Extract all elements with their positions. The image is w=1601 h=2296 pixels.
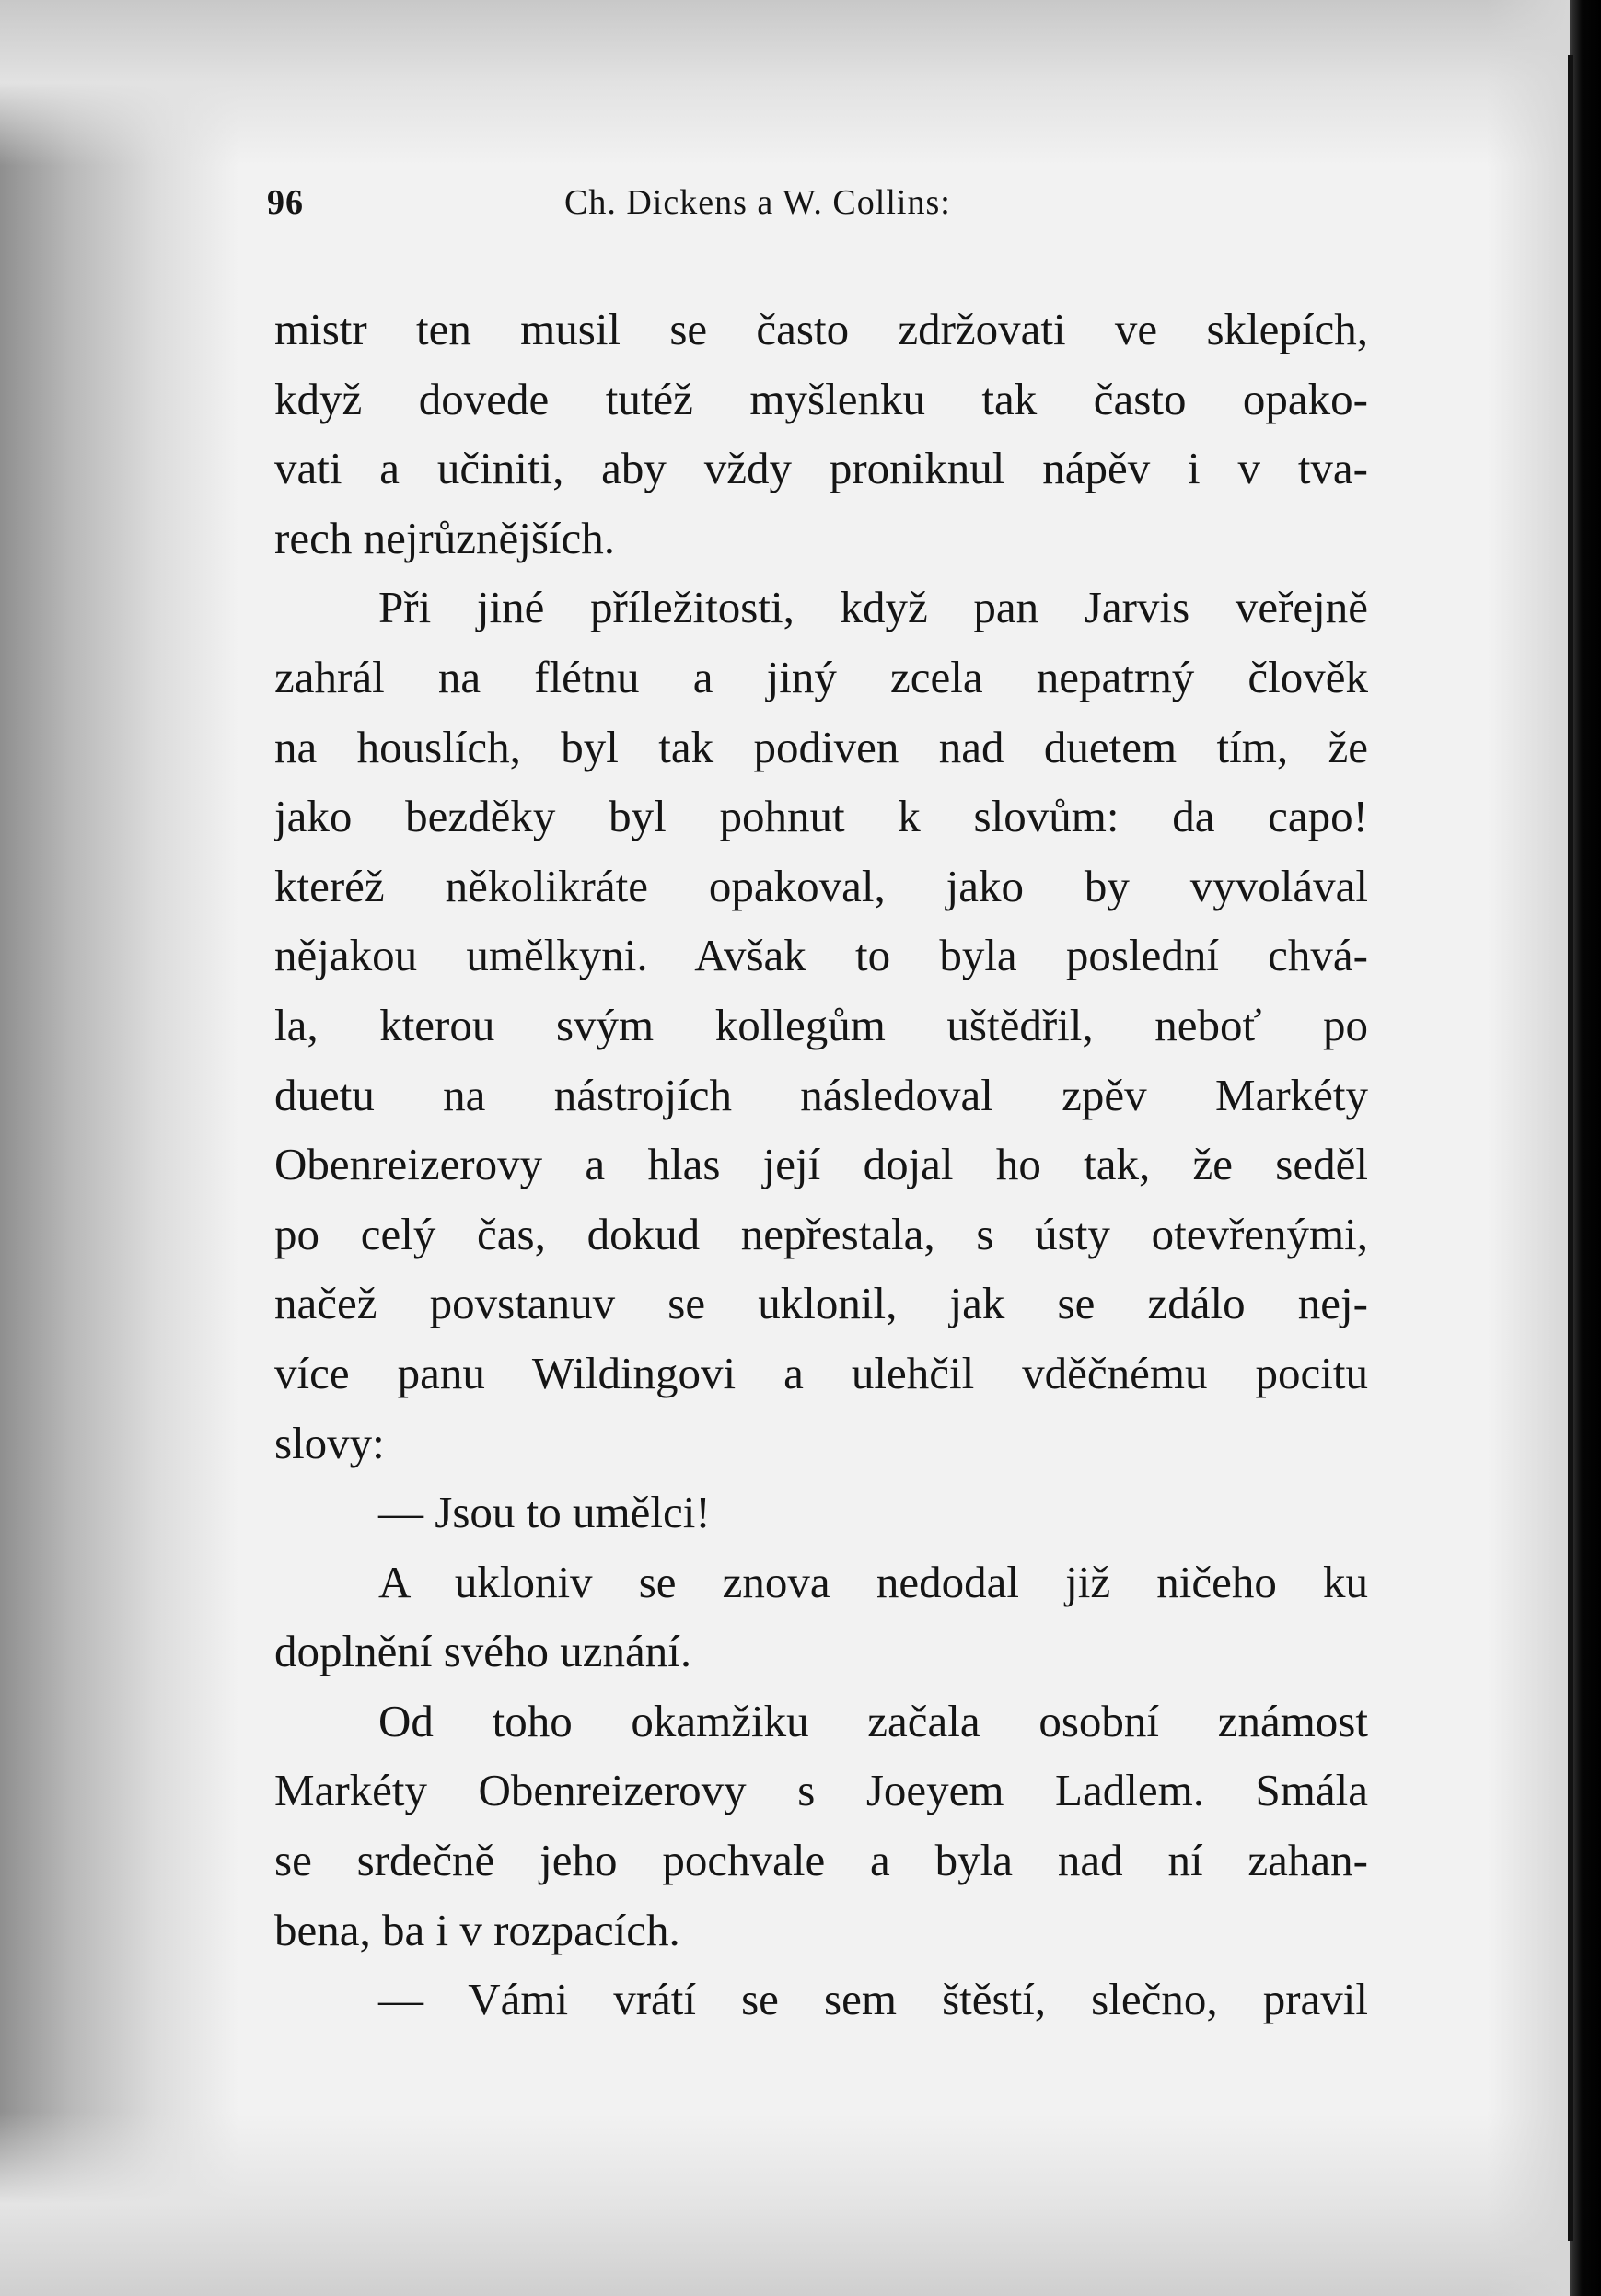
scan-shadow-bottom: [0, 2112, 1601, 2296]
page-header: [267, 182, 1372, 238]
text-line: po celý čas, dokud nepřestala, s ústy otevřenými,: [274, 1208, 1368, 1259]
text-line: na houslích, byl tak podiven nad duetem tím, že: [274, 721, 1368, 772]
text-line: Při jiné příležitosti, když pan Jarvis veřejně: [378, 582, 1368, 633]
text-line: nějakou umělkyni. Avšak to byla poslední chvá-: [274, 930, 1368, 981]
text-line: rech nejrůznějších.: [274, 512, 616, 563]
text-line: kteréž několikráte opakoval, jako by vyvolával: [274, 860, 1368, 911]
binding-shadow-line: [1568, 55, 1573, 2241]
text-line: Markéty Obenreizerovy s Joeyem Ladlem. Smála: [274, 1765, 1368, 1816]
text-line: vati a učiniti, aby vždy proniknul nápěv i v tva-: [274, 443, 1368, 494]
text-line: slovy:: [274, 1417, 385, 1468]
text-line: zahrál na flétnu a jiný zcela nepatrný člověk: [274, 651, 1368, 702]
text-line: když dovede tutéž myšlenku tak často opako-: [274, 373, 1368, 424]
scan-shadow-right: [1487, 0, 1570, 2296]
text-line: la, kterou svým kollegům uštědřil, neboť po: [274, 999, 1368, 1050]
scan-shadow-top: [0, 0, 1601, 166]
running-head: Ch. Dickens a W. Collins:: [564, 183, 951, 222]
scan-shadow-left: [0, 0, 239, 2296]
text-line: — Vámi vrátí se sem štěstí, slečno, pravil: [378, 1974, 1368, 2025]
text-line: A ukloniv se znova nedodal již ničeho ku: [378, 1556, 1368, 1607]
text-line: se srdečně jeho pochvale a byla nad ní zahan-: [274, 1835, 1368, 1886]
text-line: duetu na nástrojích následoval zpěv Markéty: [274, 1069, 1368, 1120]
text-line: bena, ba i v rozpacích.: [274, 1904, 680, 1955]
book-binding-edge: [1570, 0, 1601, 2296]
body-text: [274, 295, 1368, 2035]
text-line: načež povstanuv se uklonil, jak se zdálo nej-: [274, 1278, 1368, 1329]
page-number: 96: [267, 183, 304, 222]
text-line: mistr ten musil se často zdržovati ve sklepích,: [274, 304, 1368, 354]
text-line: Od toho okamžiku začala osobní známost: [378, 1695, 1368, 1746]
text-line: více panu Wildingovi a ulehčil vděčnému pocitu: [274, 1347, 1368, 1398]
text-line: doplnění svého uznání.: [274, 1626, 692, 1677]
text-line: jako bezděky byl pohnut k slovům: da capo!: [274, 791, 1368, 842]
text-line: Obenreizerovy a hlas její dojal ho tak, že seděl: [274, 1139, 1368, 1190]
text-line: — Jsou to umělci!: [378, 1487, 711, 1538]
